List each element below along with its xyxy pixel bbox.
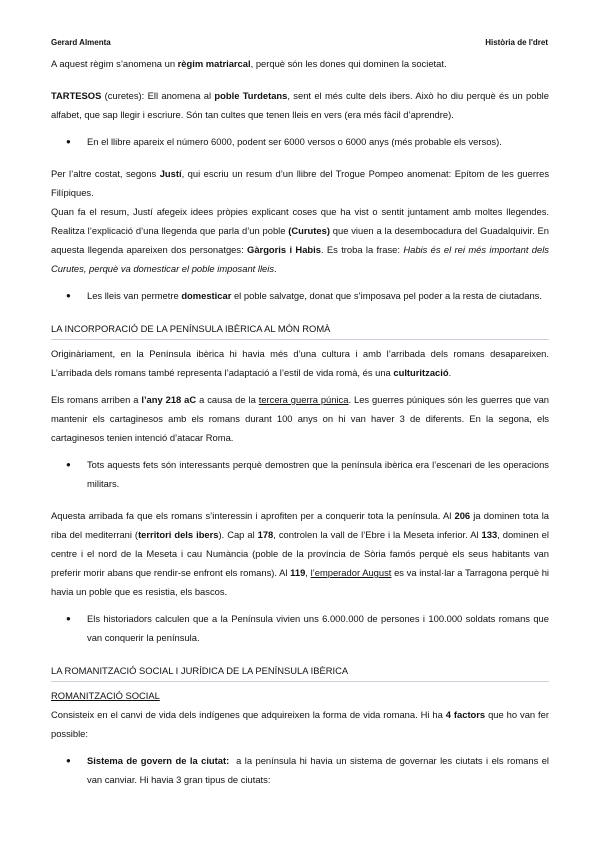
- section-divider: [51, 681, 549, 682]
- section-title-romanization: LA ROMANITZACIÓ SOCIAL I JURÍDICA DE LA PENÍNSULA IBÈRICA: [51, 665, 349, 676]
- section-divider: [51, 339, 549, 340]
- bullet-item-military: ● Tots aquests fets són interessants perquè demostren que la península ibèrica era l’escenari de les operacions militars.: [51, 455, 549, 493]
- bullet-icon: ●: [66, 291, 71, 300]
- subsection-title-social: ROMANITZACIÓ SOCIAL: [51, 690, 160, 701]
- paragraph-romans-arrive: Els romans arriben a l’any 218 aC a causa de la tercera guerra púnica. Les guerres púniques són les guerres que van mantenir els cartaginesos amb els romans durant 100 anys on hi van haver 3 de diferents. En la segona, els cartaginesos tenien intenció d’atacar Roma.: [51, 394, 549, 443]
- paragraph-matriarchal: A aquest règim s’anomena un règim matriarcal, perquè són les dones qui dominen la societat.: [51, 58, 447, 69]
- bullet-item-population: ● Els historiadors calculen que a la Península vivien uns 6.000.000 de persones i 100.000 soldats romans que van conquerir la península.: [51, 609, 549, 647]
- bullet-icon: ●: [66, 756, 71, 765]
- bullet-item-6000: ● En el llibre apareix el número 6000, podent ser 6000 versos o 6000 anys (més probable els versos).: [51, 132, 549, 151]
- bullet-icon: ●: [66, 614, 71, 623]
- paragraph-culturization: Originàriament, en la Península ibèrica hi havia més d’una cultura i amb l’arribada dels romans desapareixen. L’arribada dels romans també representa l’adaptació a l’estil de vida romà, és una culturització.: [51, 348, 549, 378]
- bullet-icon: ●: [66, 137, 71, 146]
- paragraph-conquest: Aquesta arribada fa que els romans s’interessin i aprofiten per a conquerir tota la península. Al 206 ja dominen tota la riba del mediterrani (territori dels ibers). Cap al 178, controlen la vall de l’Ebre i la Meseta inferior. Al 133, dominen el centre i el nord de la Meseta i cau Numància (poble de la província de Sòria famós perquè els seus habitants van preferir morir abans que rendir-se enfront els romans). Al 119, l’emperador August es va instal·lar a Tarragona perquè hi havia un poble que es resistia, els bascos.: [51, 510, 550, 597]
- paragraph-legend: Quan fa el resum, Justí afegeix idees pròpies explicant coses que ha vist o sentit juntament amb moltes llegendes. Realitza l’explicació d’una llegenda que parla d’un poble (Curutes) que viuen a la desembocadura del Guadalquivir. En aquesta llegenda apareixen dos personatges: Gàrgoris i Habis. Es troba la frase: Habis és el rei més important dels Curutes, perquè va domesticar el poble imposant lleis.: [51, 206, 549, 274]
- bullet-icon: ●: [66, 460, 71, 469]
- paragraph-factors: Consisteix en el canvi de vida dels indígenes que adquireixen la forma de vida romana. Hi ha 4 factors que ho van fer possible:: [51, 709, 549, 739]
- paragraph-tartesos: TARTESOS (curetes): Ell anomena al poble Turdetans, sent el més culte dels ibers. Això ho diu perquè és un poble alfabet, que sap llegir i escriure. Són tan cultes que tenen lleis en vers (era més fàcil d’aprendre).: [51, 90, 549, 120]
- paragraph-justi: Per l’altre costat, segons Justí, qui escriu un resum d’un llibre del Trogue Pompeo anomenat: Epítom de les guerres Filípiques.: [51, 168, 550, 198]
- section-title-incorporation: LA INCORPORACIÓ DE LA PENÍNSULA IBÈRICA AL MÓN ROMÀ: [51, 323, 331, 334]
- bullet-item-government: ● Sistema de govern de la ciutat: a la península hi havia un sistema de governar les ciutats i els romans el van canviar. Hi havia 3 gran tipus de ciutats:: [51, 751, 549, 789]
- bullet-item-laws: ● Les lleis van permetre domesticar el poble salvatge, donat que s’imposava pel poder a la resta de ciutadans.: [51, 286, 549, 305]
- header-subject: Història de l'dret: [485, 38, 548, 47]
- header-author: Gerard Almenta: [51, 38, 111, 47]
- document-body: [51, 54, 552, 797]
